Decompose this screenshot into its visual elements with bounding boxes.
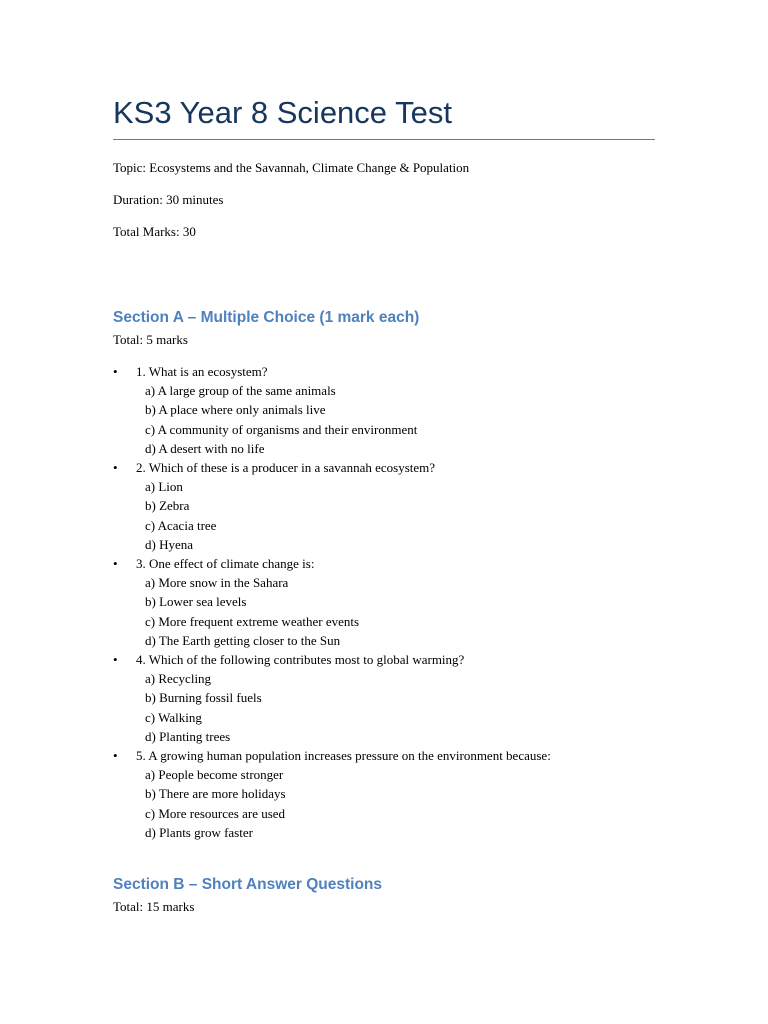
- total-marks-line: Total Marks: 30: [113, 224, 196, 239]
- option-d: d) A desert with no life: [145, 440, 265, 456]
- question-4: [113, 650, 658, 746]
- option-c: c) More resources are used: [145, 805, 286, 821]
- option-list: [113, 573, 658, 650]
- option-a: a) More snow in the Sahara: [145, 575, 289, 591]
- question-text: 3. One effect of climate change is:: [136, 556, 315, 572]
- option-d: d) Planting trees: [145, 728, 231, 744]
- section-b-total: Total: 15 marks: [113, 899, 195, 914]
- question-text: 2. Which of these is a producer in a savannah ecosystem?: [136, 460, 436, 476]
- bullet: •: [113, 460, 118, 476]
- question-3: [113, 554, 658, 650]
- topic-line: Topic: Ecosystems and the Savannah, Climate Change & Population: [113, 160, 470, 175]
- option-d: d) Plants grow faster: [145, 824, 253, 840]
- option-d: d) Hyena: [145, 536, 194, 552]
- option-c: c) A community of organisms and their environment: [145, 421, 418, 437]
- section-a-heading: Section A – Multiple Choice (1 mark each): [113, 309, 420, 326]
- section-a-total: Total: 5 marks: [113, 332, 188, 347]
- question-text: 5. A growing human population increases pressure on the environment because:: [136, 748, 551, 764]
- option-d: d) The Earth getting closer to the Sun: [145, 632, 341, 648]
- bullet: •: [113, 556, 118, 572]
- bullet: •: [113, 364, 118, 379]
- option-a: a) Lion: [145, 479, 183, 495]
- option-b: b) Lower sea levels: [145, 594, 247, 610]
- option-a: a) People become stronger: [145, 767, 284, 783]
- option-c: c) Walking: [145, 709, 202, 725]
- option-c: c) Acacia tree: [145, 517, 217, 533]
- option-list: [113, 477, 658, 554]
- option-list: [113, 381, 658, 458]
- question-2: [113, 458, 658, 554]
- duration-line: Duration: 30 minutes: [113, 192, 224, 207]
- option-a: a) Recycling: [145, 671, 212, 687]
- bullet: •: [113, 652, 118, 668]
- option-list: [113, 765, 658, 842]
- title-underline: [113, 139, 655, 140]
- question-5: [113, 746, 658, 842]
- option-b: b) There are more holidays: [145, 786, 286, 802]
- section-b-heading: Section B – Short Answer Questions: [113, 876, 383, 893]
- option-b: b) A place where only animals live: [145, 402, 326, 418]
- bullet: •: [113, 748, 118, 764]
- option-b: b) Burning fossil fuels: [145, 690, 262, 706]
- section-a-question-list: [113, 362, 658, 842]
- question-text: 1. What is an ecosystem?: [136, 364, 268, 379]
- page-title: KS3 Year 8 Science Test: [113, 95, 452, 130]
- question-text: 4. Which of the following contributes most to global warming?: [136, 652, 465, 668]
- question-1: [113, 362, 658, 458]
- option-a: a) A large group of the same animals: [145, 383, 336, 399]
- option-b: b) Zebra: [145, 498, 190, 514]
- option-list: [113, 669, 658, 746]
- option-c: c) More frequent extreme weather events: [145, 613, 360, 629]
